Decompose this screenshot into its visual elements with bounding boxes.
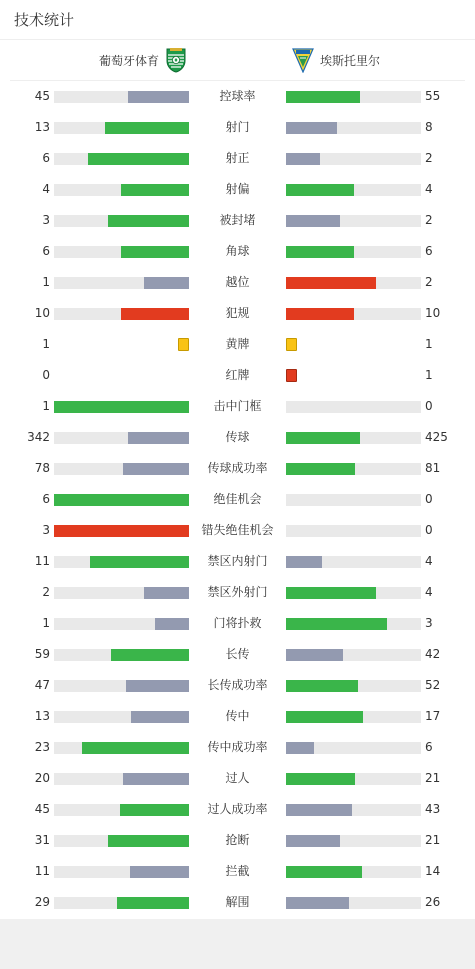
home-bar-fill <box>120 804 189 816</box>
stat-row <box>0 732 475 763</box>
away-bar-track <box>286 897 421 909</box>
home-value: 6 <box>42 244 50 258</box>
stat-label: 射门 <box>225 120 250 134</box>
stat-row <box>0 515 475 546</box>
home-bar-fill <box>88 153 189 165</box>
away-bar-track <box>286 773 421 785</box>
away-value: 0 <box>425 399 433 413</box>
home-value: 1 <box>42 399 50 413</box>
away-value: 10 <box>425 306 441 320</box>
away-bar-track <box>286 556 421 568</box>
home-bar-fill <box>54 494 189 506</box>
stat-label: 绝佳机会 <box>213 492 262 506</box>
away-bar-fill <box>286 432 360 444</box>
yellow-card-icon <box>178 338 189 351</box>
away-bar-track <box>286 742 421 754</box>
stat-label: 传中成功率 <box>207 740 268 754</box>
away-bar-track <box>286 215 421 227</box>
home-bar-track <box>54 184 189 196</box>
home-value: 1 <box>42 337 50 351</box>
stat-label: 控球率 <box>219 89 256 103</box>
away-bar-fill <box>286 866 362 878</box>
away-bar-fill <box>286 308 354 320</box>
stat-label: 禁区内射门 <box>207 554 268 568</box>
away-value: 4 <box>425 182 433 196</box>
sporting-crest-icon <box>165 47 187 73</box>
stat-label: 解围 <box>225 895 250 909</box>
home-value: 3 <box>42 213 50 227</box>
stat-row <box>0 112 475 143</box>
estoril-crest-icon <box>292 47 314 73</box>
home-bar-track <box>54 91 189 103</box>
away-value: 1 <box>425 368 433 382</box>
away-value: 2 <box>425 275 433 289</box>
stat-row <box>0 639 475 670</box>
away-bar-fill <box>286 618 387 630</box>
stat-row <box>0 422 475 453</box>
home-bar-track <box>54 897 189 909</box>
away-bar-fill <box>286 773 355 785</box>
home-bar-track <box>54 711 189 723</box>
away-bar-track <box>286 401 421 413</box>
away-bar-track <box>286 308 421 320</box>
stat-row <box>0 174 475 205</box>
home-bar-track <box>54 649 189 661</box>
home-value: 45 <box>34 89 50 103</box>
home-value: 31 <box>34 833 50 847</box>
away-bar-fill <box>286 835 340 847</box>
away-bar-fill <box>286 742 314 754</box>
home-bar-track <box>54 866 189 878</box>
away-team <box>292 47 380 73</box>
stat-row <box>0 763 475 794</box>
away-bar-fill <box>286 649 343 661</box>
away-bar-fill <box>286 153 320 165</box>
away-value: 43 <box>425 802 441 816</box>
stat-row <box>0 453 475 484</box>
away-bar-track <box>286 649 421 661</box>
stat-label: 红牌 <box>225 368 250 382</box>
stat-row <box>0 608 475 639</box>
away-value: 0 <box>425 523 433 537</box>
away-bar-fill <box>286 556 322 568</box>
away-value: 26 <box>425 895 441 909</box>
home-bar-fill <box>121 308 189 320</box>
stat-row <box>0 887 475 918</box>
home-value: 3 <box>42 523 50 537</box>
home-bar-track <box>54 432 189 444</box>
stat-row <box>0 484 475 515</box>
red-card-icon <box>286 369 297 382</box>
home-value: 45 <box>34 802 50 816</box>
stat-label: 抢断 <box>225 833 250 847</box>
panel-title: 技术统计 <box>0 0 475 40</box>
home-bar-fill <box>126 680 189 692</box>
away-value: 6 <box>425 244 433 258</box>
home-value: 10 <box>34 306 50 320</box>
away-bar-fill <box>286 680 358 692</box>
away-bar-fill <box>286 463 355 475</box>
stat-label: 禁区外射门 <box>207 585 268 599</box>
home-bar-track <box>54 277 189 289</box>
home-value: 11 <box>34 554 50 568</box>
home-value: 342 <box>27 430 50 444</box>
home-bar-track <box>54 804 189 816</box>
stat-row <box>0 701 475 732</box>
away-bar-track <box>286 432 421 444</box>
home-value: 29 <box>34 895 50 909</box>
stat-row <box>0 329 475 360</box>
yellow-card-icon <box>286 338 297 351</box>
away-bar-track <box>286 618 421 630</box>
home-value: 1 <box>42 616 50 630</box>
home-bar-track <box>54 680 189 692</box>
home-bar-fill <box>117 897 189 909</box>
stat-label: 过人成功率 <box>207 802 268 816</box>
away-bar-fill <box>286 587 376 599</box>
away-bar-fill <box>286 711 363 723</box>
home-value: 6 <box>42 151 50 165</box>
home-bar-fill <box>123 463 189 475</box>
stat-row <box>0 856 475 887</box>
stat-label: 长传成功率 <box>207 678 268 692</box>
home-bar-track <box>54 835 189 847</box>
home-bar-fill <box>131 711 189 723</box>
stat-label: 射正 <box>225 151 250 165</box>
home-bar-fill <box>130 866 189 878</box>
home-value: 78 <box>34 461 50 475</box>
home-bar-track <box>54 494 189 506</box>
away-bar-fill <box>286 91 360 103</box>
stat-label: 长传 <box>225 647 250 661</box>
away-team-name: 埃斯托里尔 <box>320 53 381 68</box>
home-bar-track <box>54 463 189 475</box>
away-value: 8 <box>425 120 433 134</box>
stat-label: 传球 <box>225 430 250 444</box>
away-bar-track <box>286 866 421 878</box>
away-bar-track <box>286 122 421 134</box>
stat-label: 射偏 <box>225 182 250 196</box>
stat-row <box>0 236 475 267</box>
stat-label: 黄牌 <box>225 337 250 351</box>
home-bar-fill <box>105 122 189 134</box>
away-bar-track <box>286 184 421 196</box>
stat-row <box>0 267 475 298</box>
away-bar-track <box>286 277 421 289</box>
home-value: 2 <box>42 585 50 599</box>
stat-row <box>0 360 475 391</box>
home-bar-fill <box>128 91 189 103</box>
away-bar-track <box>286 153 421 165</box>
away-value: 81 <box>425 461 441 475</box>
away-value: 42 <box>425 647 441 661</box>
stat-row <box>0 577 475 608</box>
home-value: 47 <box>34 678 50 692</box>
home-bar-fill <box>82 742 189 754</box>
teams-header <box>10 40 465 81</box>
away-bar-track <box>286 246 421 258</box>
home-bar-track <box>54 308 189 320</box>
away-value: 2 <box>425 151 433 165</box>
stat-label: 门将扑救 <box>213 616 262 630</box>
away-value: 4 <box>425 585 433 599</box>
away-value: 17 <box>425 709 441 723</box>
away-value: 4 <box>425 554 433 568</box>
away-bar-track <box>286 525 421 537</box>
away-bar-track <box>286 587 421 599</box>
home-bar-fill <box>90 556 189 568</box>
away-value: 0 <box>425 492 433 506</box>
home-bar-track <box>54 773 189 785</box>
away-bar-track <box>286 835 421 847</box>
home-bar-fill <box>123 773 189 785</box>
away-value: 2 <box>425 213 433 227</box>
home-bar-fill <box>155 618 189 630</box>
home-value: 13 <box>34 120 50 134</box>
home-bar-track <box>54 525 189 537</box>
home-bar-track <box>54 153 189 165</box>
home-value: 13 <box>34 709 50 723</box>
home-bar-fill <box>121 246 189 258</box>
stat-row <box>0 670 475 701</box>
home-value: 59 <box>34 647 50 661</box>
home-bar-fill <box>128 432 189 444</box>
away-bar-track <box>286 91 421 103</box>
home-bar-fill <box>144 587 189 599</box>
away-value: 52 <box>425 678 441 692</box>
away-bar-track <box>286 680 421 692</box>
home-value: 23 <box>34 740 50 754</box>
stat-label: 传球成功率 <box>207 461 268 475</box>
home-value: 4 <box>42 182 50 196</box>
stat-label: 传中 <box>225 709 250 723</box>
stat-label: 错失绝佳机会 <box>201 523 274 537</box>
home-bar-track <box>54 122 189 134</box>
away-value: 55 <box>425 89 441 103</box>
home-value: 11 <box>34 864 50 878</box>
stat-row <box>0 546 475 577</box>
stat-row <box>0 143 475 174</box>
away-bar-fill <box>286 122 337 134</box>
home-bar-track <box>54 556 189 568</box>
away-value: 6 <box>425 740 433 754</box>
away-bar-fill <box>286 215 340 227</box>
away-bar-fill <box>286 897 349 909</box>
away-value: 425 <box>425 430 448 444</box>
home-bar-fill <box>54 525 189 537</box>
home-bar-fill <box>54 401 189 413</box>
home-team <box>99 47 187 73</box>
home-value: 6 <box>42 492 50 506</box>
stat-row <box>0 81 475 112</box>
away-bar-fill <box>286 277 376 289</box>
away-value: 21 <box>425 833 441 847</box>
home-bar-fill <box>144 277 189 289</box>
stat-label: 越位 <box>225 275 250 289</box>
home-bar-track <box>54 246 189 258</box>
away-bar-fill <box>286 184 354 196</box>
stat-label: 犯规 <box>225 306 250 320</box>
home-bar-fill <box>108 835 189 847</box>
away-bar-track <box>286 463 421 475</box>
away-value: 1 <box>425 337 433 351</box>
away-value: 14 <box>425 864 441 878</box>
home-bar-track <box>54 742 189 754</box>
away-bar-track <box>286 494 421 506</box>
home-bar-track <box>54 618 189 630</box>
stat-row <box>0 391 475 422</box>
away-bar-track <box>286 804 421 816</box>
stat-label: 角球 <box>225 244 250 258</box>
home-bar-track <box>54 587 189 599</box>
stat-label: 被封堵 <box>219 213 256 227</box>
stat-label: 拦截 <box>225 864 250 878</box>
away-bar-track <box>286 711 421 723</box>
home-value: 1 <box>42 275 50 289</box>
away-value: 3 <box>425 616 433 630</box>
home-value: 0 <box>42 368 50 382</box>
home-bar-fill <box>111 649 189 661</box>
stats-list <box>0 81 475 918</box>
home-team-name: 葡萄牙体育 <box>98 53 159 68</box>
stat-row <box>0 205 475 236</box>
home-bar-fill <box>108 215 189 227</box>
stat-label: 击中门框 <box>213 399 262 413</box>
stat-row <box>0 825 475 856</box>
stat-row <box>0 298 475 329</box>
away-bar-fill <box>286 804 352 816</box>
away-value: 21 <box>425 771 441 785</box>
home-value: 20 <box>34 771 50 785</box>
home-bar-track <box>54 401 189 413</box>
home-bar-track <box>54 215 189 227</box>
away-bar-fill <box>286 246 354 258</box>
stat-label: 过人 <box>225 771 250 785</box>
home-bar-fill <box>121 184 189 196</box>
stat-row <box>0 794 475 825</box>
